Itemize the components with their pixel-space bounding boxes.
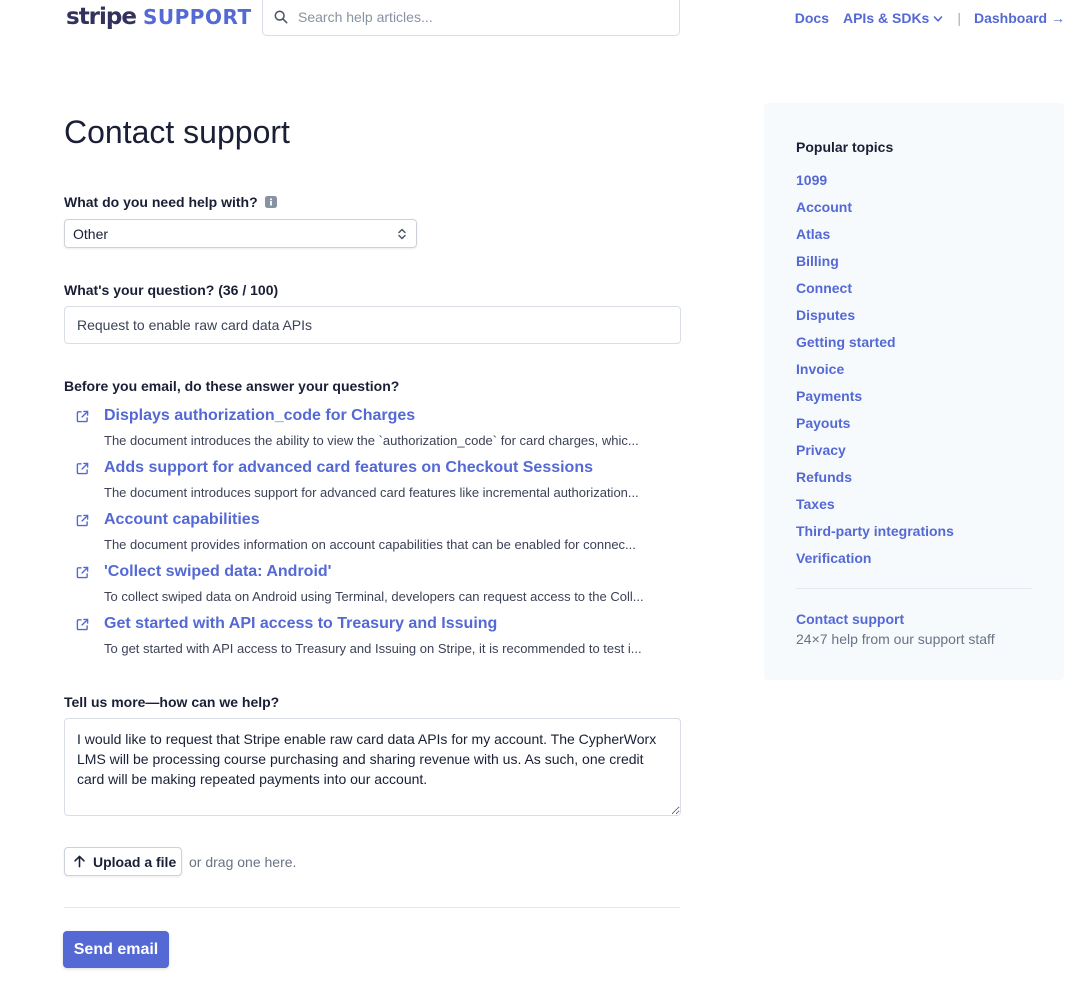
topic-link-connect[interactable]: Connect (796, 280, 852, 296)
nav-dashboard-link[interactable]: Dashboard → (973, 10, 1065, 26)
topic-item (796, 361, 954, 388)
help-topic-label (64, 194, 277, 210)
nav-separator: | (957, 10, 961, 26)
suggestion-description: The document introduces support for advanced card features like incremental authorization... (104, 485, 639, 500)
suggestion-title-link[interactable]: Account capabilities (104, 511, 260, 528)
topic-link-getting-started[interactable]: Getting started (796, 334, 896, 350)
chevron-down-icon (933, 14, 943, 24)
nav-apis-sdks-link[interactable] (843, 10, 943, 26)
topic-link-atlas[interactable]: Atlas (796, 226, 831, 242)
details-label: Tell us more—how can we help? (64, 694, 280, 710)
help-topic-selected-value: Other (73, 225, 109, 242)
popular-topics-heading: Popular topics (796, 139, 894, 155)
topic-link-account[interactable]: Account (796, 199, 852, 215)
topic-item (796, 172, 954, 199)
arrow-up-icon (73, 855, 86, 868)
details-textarea[interactable] (64, 718, 681, 816)
external-link-icon (76, 618, 89, 631)
search-box[interactable] (262, 0, 680, 36)
upload-file-button[interactable] (64, 847, 182, 876)
external-link-icon (76, 410, 89, 423)
suggestion-description: The document provides information on account capabilities that can be enabled for connec... (104, 537, 636, 552)
topic-link-1099[interactable]: 1099 (796, 172, 828, 188)
topic-item (796, 496, 954, 523)
sidebar-contact-subtext: 24×7 help from our support staff (796, 631, 995, 647)
help-topic-select[interactable] (64, 219, 417, 248)
topic-item (796, 388, 954, 415)
topic-link-disputes[interactable]: Disputes (796, 307, 856, 323)
topic-link-billing[interactable]: Billing (796, 253, 839, 269)
search-icon (274, 10, 288, 24)
question-label: What's your question? (36 / 100) (64, 282, 279, 298)
select-chevrons-icon (397, 228, 407, 240)
topic-link-privacy[interactable]: Privacy (796, 442, 846, 458)
suggestion-description: The document introduces the ability to view the `authorization_code` for card charges, whic... (104, 433, 639, 448)
external-link-icon (76, 514, 89, 527)
suggestion-title-link[interactable]: Adds support for advanced card features on Checkout Sessions (104, 459, 593, 476)
topic-item (796, 307, 954, 334)
topic-item (796, 469, 954, 496)
search-input[interactable] (298, 9, 658, 25)
external-link-icon (76, 566, 89, 579)
topic-item (796, 415, 954, 442)
popular-topics-list (796, 172, 954, 577)
page-title: Contact support (64, 114, 290, 150)
suggestion-title-link[interactable]: Displays authorization_code for Charges (104, 407, 416, 424)
form-divider (64, 907, 680, 908)
suggestion-description: To collect swiped data on Android using Terminal, developers can request access to the Coll... (104, 589, 644, 604)
suggestions-label: Before you email, do these answer your question? (64, 378, 400, 394)
info-icon[interactable] (265, 196, 277, 208)
topic-item (796, 253, 954, 280)
send-email-button[interactable]: Send email (63, 931, 169, 968)
suggestion-title-link[interactable]: 'Collect swiped data: Android' (104, 563, 332, 580)
topic-link-taxes[interactable]: Taxes (796, 496, 835, 512)
topic-item (796, 334, 954, 361)
stripe-support-logo[interactable] (66, 4, 252, 32)
upload-file-label: Upload a file (93, 853, 177, 870)
topic-item (796, 280, 954, 307)
topic-link-third-party-integrations[interactable]: Third-party integrations (796, 523, 954, 539)
nav-docs-link[interactable]: Docs (794, 10, 829, 26)
sidebar-contact-support-link[interactable]: Contact support (796, 611, 905, 627)
nav-apis-sdks-label: APIs & SDKs (842, 10, 930, 26)
topic-link-refunds[interactable]: Refunds (796, 469, 852, 485)
topic-link-payouts[interactable]: Payouts (796, 415, 851, 431)
help-topic-label-text: What do you need help with? (64, 194, 258, 210)
suggestion-description: To get started with API access to Treasury and Issuing on Stripe, it is recommended to test i... (104, 641, 642, 656)
top-nav (795, 10, 1065, 26)
topic-item (796, 550, 954, 577)
suggestion-title-link[interactable]: Get started with API access to Treasury and Issuing (104, 615, 498, 632)
question-input[interactable] (64, 306, 681, 344)
sidebar-divider (796, 588, 1032, 589)
popular-topics-sidebar (764, 103, 1064, 680)
external-link-icon (76, 462, 89, 475)
topic-link-invoice[interactable]: Invoice (796, 361, 845, 377)
header (0, 0, 1083, 40)
topic-link-payments[interactable]: Payments (796, 388, 863, 404)
topic-link-verification[interactable]: Verification (796, 550, 872, 566)
logo-stripe-word: stripe (66, 4, 136, 30)
drag-drop-hint: or drag one here. (189, 854, 297, 870)
logo-support-word: SUPPORT (142, 5, 252, 29)
topic-item (796, 226, 954, 253)
topic-item (796, 199, 954, 226)
topic-item (796, 523, 954, 550)
topic-item (796, 442, 954, 469)
